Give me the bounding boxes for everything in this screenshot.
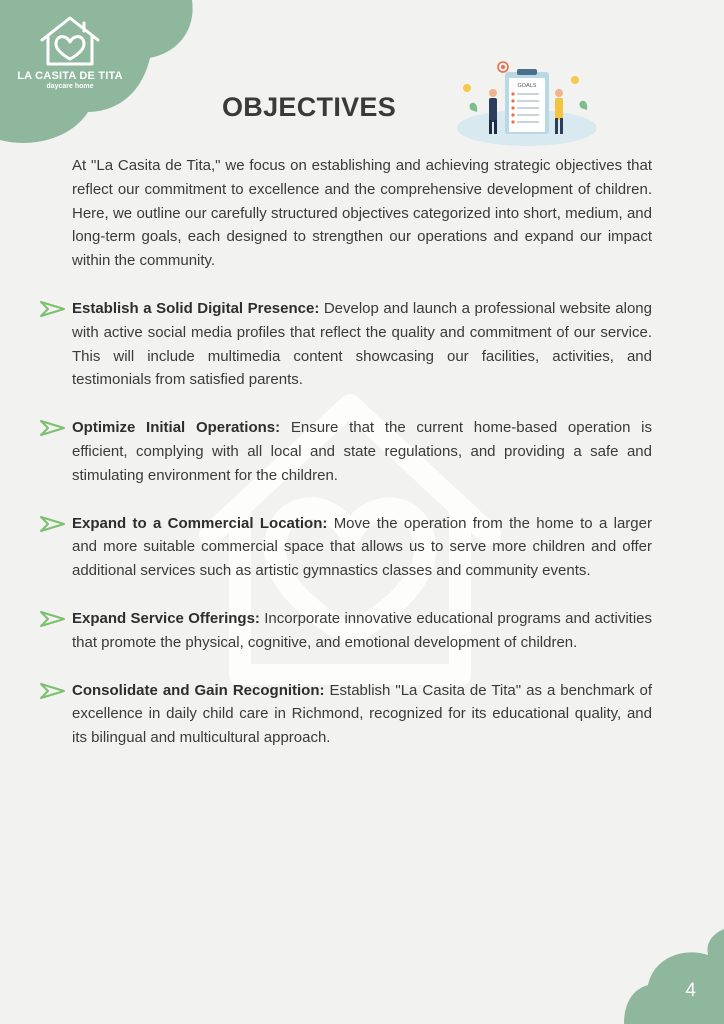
intro-paragraph: At "La Casita de Tita," we focus on establishing and achieving strategic objectives that reflect our commitment to excellence and the comprehensive development of children. Here, we outline our carefully structured objectives categorized into short, medium, and long-term goals, each designed to strengthen our operations and expand our impact within the community. [72,157,652,270]
objective-title: Expand to a Commercial Location: [72,514,328,532]
objective-description: Ensure that the current home-based operation is efficient, complying with all local and state regulations, and providing a safe and stimulating environment for the children. [72,419,652,484]
objective-description: Move the operation from the home to a larger and more suitable commercial space that allows us to serve more children and offer additional services such as artistic gymnastics classes and community events. [72,514,652,580]
brand-name: LA CASITA DE TITA [17,70,123,82]
chevron-arrow-icon [39,610,67,628]
page-number: 4 [685,980,696,1001]
chevron-arrow-icon [39,682,67,700]
brand-subtitle: daycare home [46,83,94,90]
corner-cloud-decoration-bottom [614,929,724,1024]
illustration-goals-label: GOALS [517,83,537,89]
objective-item [72,512,652,583]
objective-item [72,679,652,750]
objective-title: Consolidate and Gain Recognition: [72,681,325,699]
objective-item [72,416,652,487]
objective-title: Expand Service Offerings: [72,609,260,627]
goals-illustration [455,58,597,146]
page-title: OBJECTIVES [222,92,397,122]
objective-description: Develop and launch a professional website along with active social media profiles that reflect the quality and commitment of our service. This will include multimedia content showcasing our facilities, activities, and testimonials from satisfied parents. [72,299,652,389]
objective-title: Establish a Solid Digital Presence: [72,299,320,317]
house-heart-logo-icon [38,14,102,68]
chevron-arrow-icon [39,515,67,533]
chevron-arrow-icon [39,419,67,437]
objective-title: Optimize Initial Operations: [72,419,281,437]
objectives-content [72,154,652,750]
objective-item [72,607,652,655]
chevron-arrow-icon [39,300,67,318]
brand-logo [16,14,124,90]
objective-description: Establish "La Casita de Tita" as a benchmark of excellence in daily child care in Richmond, recognized for its educational quality, and its bilingual and multicultural approach. [72,681,652,747]
objective-description: Incorporate innovative educational programs and activities that promote the physical, cognitive, and emotional development of children. [72,609,652,651]
objective-item [72,297,652,392]
